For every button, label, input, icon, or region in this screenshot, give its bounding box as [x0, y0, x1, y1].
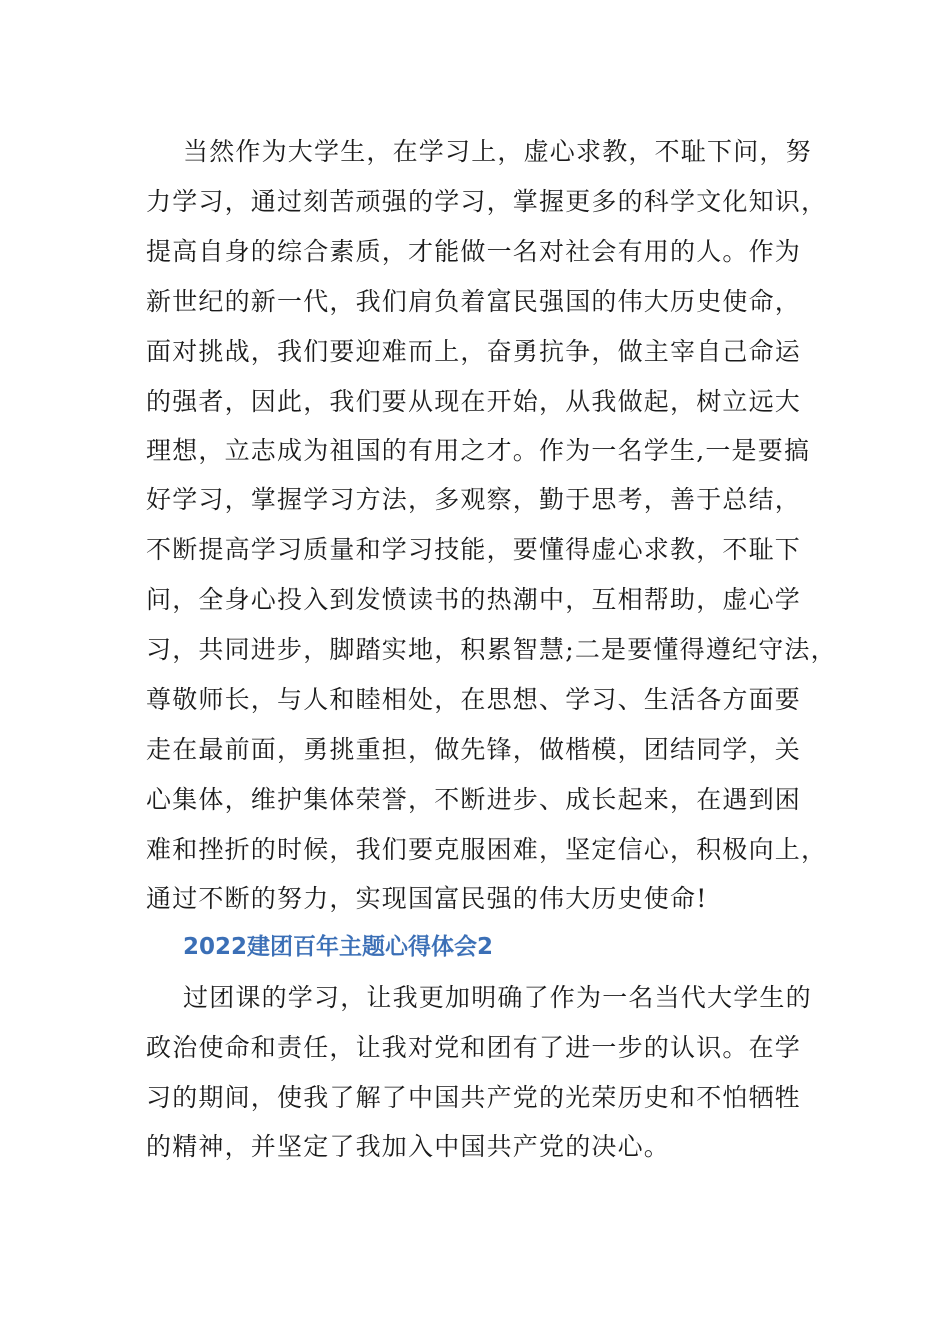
paragraph-line: 不断提高学习质量和学习技能，要懂得虚心求教，不耻下	[146, 535, 802, 564]
paragraph-line: 当然作为大学生，在学习上，虚心求教，不耻下问，努	[183, 137, 812, 166]
paragraph-line: 习的期间，使我了解了中国共产党的光荣历史和不怕牺牲	[146, 1083, 802, 1112]
paragraph-line: 问，全身心投入到发愤读书的热潮中，互相帮助，虚心学	[146, 585, 802, 614]
paragraph-line: 理想，立志成为祖国的有用之才。作为一名学生,一是要搞	[146, 436, 811, 465]
paragraph-line: 好学习，掌握学习方法，多观察，勤于思考，善于总结，	[146, 485, 802, 514]
paragraph-line: 心集体，维护集体荣誉，不断进步、成长起来，在遇到困	[146, 785, 802, 814]
paragraph-line: 新世纪的新一代，我们肩负着富民强国的伟大历史使命，	[146, 287, 802, 316]
paragraph-line: 尊敬师长，与人和睦相处，在思想、学习、生活各方面要	[146, 685, 802, 714]
paragraph-line: 通过不断的努力，实现国富民强的伟大历史使命!	[146, 884, 708, 913]
paragraph-line: 的强者，因此，我们要从现在开始，从我做起，树立远大	[146, 387, 802, 416]
paragraph-line: 政治使命和责任，让我对党和团有了进一步的认识。在学	[146, 1033, 802, 1062]
paragraph-line: 走在最前面，勇挑重担，做先锋，做楷模，团结同学，关	[146, 735, 802, 764]
paragraph-line: 习，共同进步，脚踏实地，积累智慧;二是要懂得遵纪守法，	[146, 635, 837, 664]
paragraph-line: 的精神，并坚定了我加入中国共产党的决心。	[146, 1132, 671, 1161]
paragraph-line: 力学习，通过刻苦顽强的学习，掌握更多的科学文化知识，	[146, 187, 828, 216]
paragraph-line: 提高自身的综合素质，才能做一名对社会有用的人。作为	[146, 237, 802, 266]
paragraph-line: 难和挫折的时候，我们要克服困难，坚定信心，积极向上，	[146, 835, 828, 864]
paragraph-line: 过团课的学习，让我更加明确了作为一名当代大学生的	[183, 983, 812, 1012]
paragraph-line: 面对挑战，我们要迎难而上，奋勇抗争，做主宰自己命运	[146, 337, 802, 366]
section-heading: 2022建团百年主题心得体会2	[183, 934, 494, 960]
